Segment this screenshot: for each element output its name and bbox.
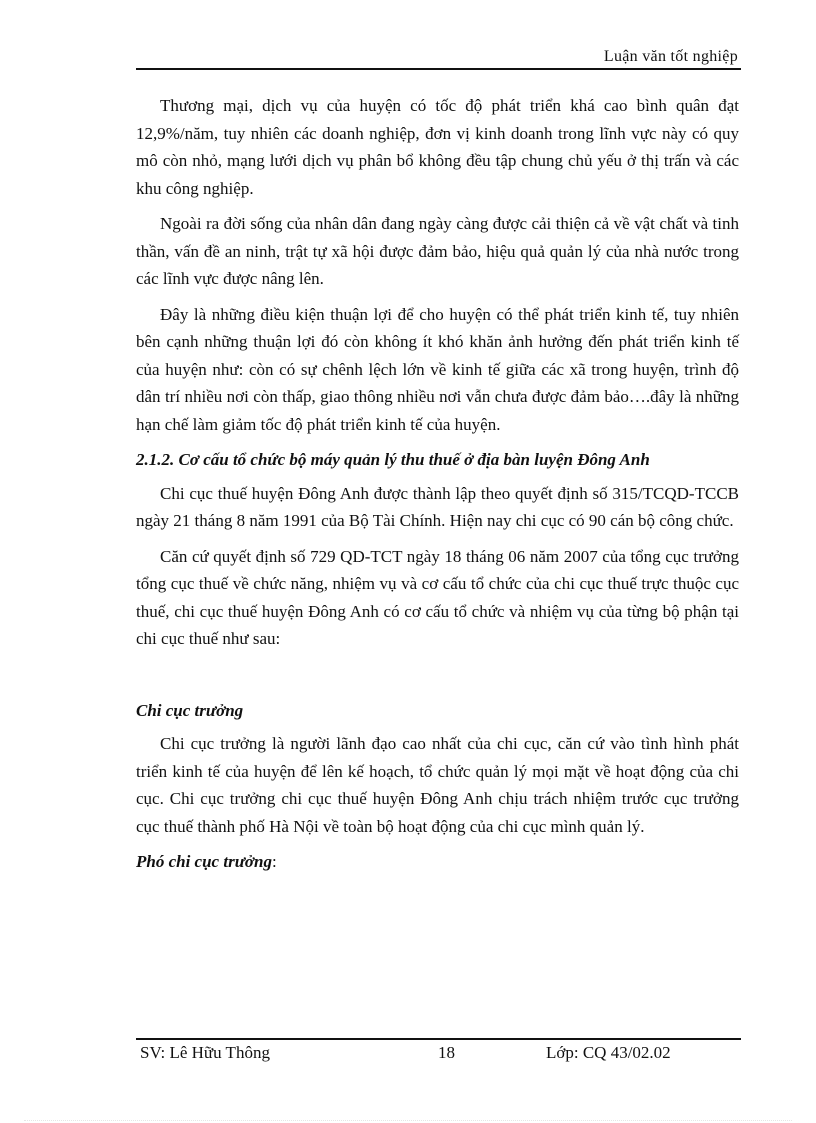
running-header-title: Luận văn tốt nghiệp: [603, 48, 738, 65]
subheading-deputy-director-colon: :: [271, 852, 277, 871]
subheading-deputy-director: [136, 848, 739, 876]
blank-space: [136, 661, 739, 697]
footer-class: Lớp: CQ 43/02.02: [546, 1043, 671, 1062]
paragraph-trade-services: Thương mại, dịch vụ của huyện có tốc độ phát triển khá cao bình quân đạt 12,9%/năm, tuy nhiên các doanh nghiệp, đơn vị kinh doanh trong lĩnh vực này có quy mô còn nhỏ, mạng lưới dịch vụ phân bổ không đều tập chung chủ yếu ở thị trấn và các khu công nghiệp.: [136, 96, 739, 198]
paragraph-advantages-difficulties: Đây là những điều kiện thuận lợi để cho huyện có thể phát triển kinh tế, tuy nhiên bên cạnh những thuận lợi đó còn không ít khó khăn ảnh hưởng đến phát triển kinh tế của huyện như: còn có sự chênh lệch lớn về kinh tế giữa các xã trong huyện, trình độ dân trí nhiều nơi còn thấp, giao thông nhiều nơi vẫn chưa được đảm bảo….đây là những hạn chế làm giảm tốc độ phát triển kinh tế của huyện.: [136, 304, 739, 434]
footer-student-name: SV: Lê Hữu Thông: [140, 1043, 270, 1062]
subheading-deputy-director-text: Phó chi cục trưởng: [136, 852, 272, 871]
paragraph-decision-basis: Căn cứ quyết định số 729 QD-TCT ngày 18 tháng 06 năm 2007 của tổng cục trưởng tổng cục thuế về chức năng, nhiệm vụ và cơ cấu tổ chức của chi cục thuế trực thuộc cục thuế, chi cục thuế huyện Đông Anh có cơ cấu tổ chức và nhiệm vụ của từng bộ phận tại chi cục thuế như sau:: [136, 546, 739, 648]
header-rule: [136, 68, 741, 70]
bottom-dotted-line: [24, 1120, 792, 1121]
subheading-director: Chi cục trưởng: [136, 700, 244, 720]
paragraph-living-standards: Ngoài ra đời sống của nhân dân đang ngày càng được cải thiện cả về vật chất và tinh thần, vấn đề an ninh, trật tự xã hội được đảm bảo, hiệu quả quản lý của nhà nước trong các lĩnh vực được nâng lên.: [136, 214, 739, 288]
paragraph-director-role: Chi cục trưởng là người lãnh đạo cao nhất của chi cục, căn cứ vào tình hình phát triển kinh tế của huyện để lên kế hoạch, tổ chức quản lý mọi mặt về hoạt động của chi cục. Chi cục trưởng chi cục thuế huyện Đông Anh chịu trách nhiệm trước cục trưởng cục thuế thành phố Hà Nội về toàn bộ hoạt động của chi cục mình quản lý.: [136, 734, 739, 836]
section-heading: 2.1.2. Cơ cấu tổ chức bộ máy quản lý thu thuế ở địa bàn luyện Đông Anh: [136, 450, 650, 469]
footer-rule: [136, 1038, 741, 1040]
page-body: [136, 92, 739, 882]
footer-page-number: 18: [438, 1043, 455, 1062]
paragraph-establishment: Chi cục thuế huyện Đông Anh được thành lập theo quyết định số 315/TCQD-TCCB ngày 21 tháng 8 năm 1991 của Bộ Tài Chính. Hiện nay chi cục có 90 cán bộ công chức.: [136, 483, 739, 530]
